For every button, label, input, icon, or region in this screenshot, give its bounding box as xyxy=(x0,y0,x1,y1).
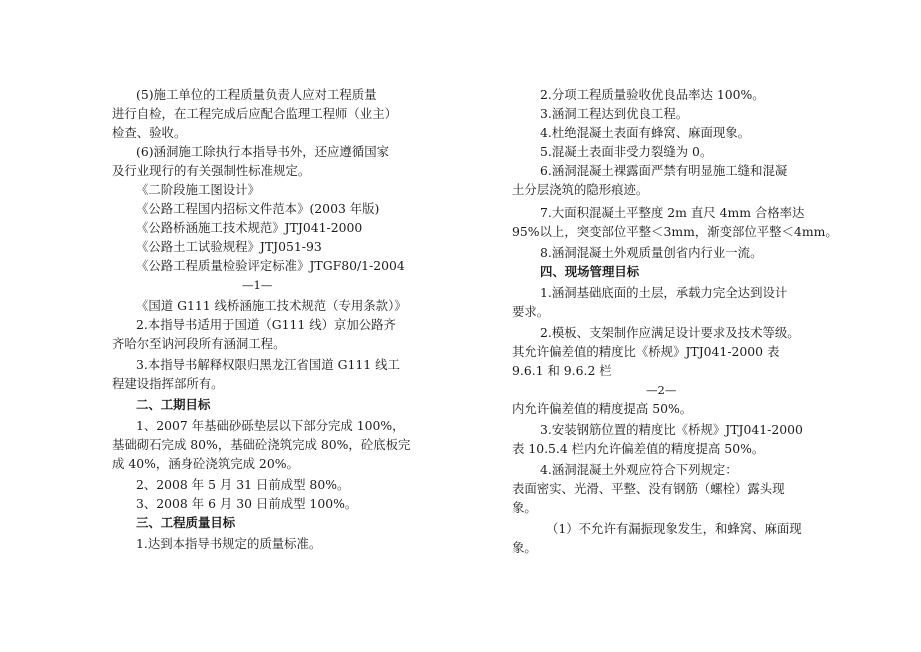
page-number: —2— xyxy=(646,383,677,397)
text-line: (5)施工单位的工程质量负责人应对工程质量 xyxy=(136,87,377,102)
text-line: 程建设指挥部所有。 xyxy=(112,376,224,391)
section-heading: 二、工期目标 xyxy=(136,397,211,412)
text-line: 9.6.1 和 9.6.2 栏 xyxy=(512,363,612,378)
text-line: 2.本指导书适用于国道（G111 线）京加公路齐 xyxy=(136,317,396,332)
section-heading: 四、现场管理目标 xyxy=(540,264,640,279)
text-line: 95%以上，突变部位平整＜3mm，渐变部位平整＜4mm。 xyxy=(512,224,838,239)
text-line: 1、2007 年基础砂砾垫层以下部分完成 100%， xyxy=(136,418,405,433)
text-line: 8.涵洞混凝土外观质量创省内行业一流。 xyxy=(540,245,763,260)
text-line: 2、2008 年 5 月 31 日前成型 80%。 xyxy=(136,477,350,492)
text-line: 表面密实、光滑、平整、没有钢筋（螺栓）露头现 xyxy=(512,481,785,496)
text-line: 2.模板、支架制作应满足设计要求及技术等级。 xyxy=(540,325,800,340)
text-line: 成 40%，涵身砼浇筑完成 20%。 xyxy=(112,456,299,471)
text-line: 土分层浇筑的隐形痕迹。 xyxy=(512,182,649,197)
text-line: 6.涵洞混凝土裸露面严禁有明显施工缝和混凝 xyxy=(540,163,788,178)
text-line: 其允许偏差值的精度比《桥规》JTJ041-2000 表 xyxy=(512,344,780,359)
text-line: (6)涵洞施工除执行本指导书外，还应遵循国家 xyxy=(136,144,389,159)
text-line: 《国道 G111 线桥涵施工技术规范（专用条款）》 xyxy=(136,298,407,313)
text-line: 3.涵洞工程达到优良工程。 xyxy=(540,106,689,121)
text-line: 3.安装钢筋位置的精度比《桥规》JTJ041-2000 xyxy=(540,422,803,437)
text-line: 1.达到本指导书规定的质量标准。 xyxy=(136,536,322,551)
text-line: 进行自检，在工程完成后应配合监理工程师（业主） xyxy=(112,106,397,121)
text-line: 齐哈尔至讷河段所有涵洞工程。 xyxy=(112,336,286,351)
text-line: 《公路工程质量检验评定标准》JTGF80/1-2004 xyxy=(136,258,405,273)
text-line: 5.混凝土表面非受力裂缝为 0。 xyxy=(540,144,713,159)
text-line: 4.杜绝混凝土表面有蜂窝、麻面现象。 xyxy=(540,125,751,140)
text-line: 及行业现行的有关强制性标准规定。 xyxy=(112,163,311,178)
text-line: 4.涵洞混凝土外观应符合下列规定： xyxy=(540,462,738,477)
text-line: 3.本指导书解释权限归黑龙江省国道 G111 线工 xyxy=(136,357,400,372)
text-line: 《二阶段施工图设计》 xyxy=(136,182,260,197)
text-line: 《公路工程国内招标文件范本》(2003 年版) xyxy=(136,201,380,216)
text-line: 象。 xyxy=(512,500,537,515)
text-line: 要求。 xyxy=(512,304,550,319)
text-line: 象。 xyxy=(512,540,537,555)
text-line: 7.大面积混凝土平整度 2m 直尺 4mm 合格率达 xyxy=(540,205,805,220)
text-line: （1）不允许有漏振现象发生，和蜂窝、麻面现 xyxy=(546,521,802,536)
text-line: 《公路土工试验规程》JTJ051-93 xyxy=(136,239,322,254)
text-line: 《公路桥涵施工技术规范》JTJ041-2000 xyxy=(136,220,363,235)
text-line: 表 10.5.4 栏内允许偏差值的精度提高 50%。 xyxy=(512,441,765,456)
section-heading: 三、工程质量目标 xyxy=(136,515,236,530)
text-line: 2.分项工程质量验收优良品率达 100%。 xyxy=(540,87,765,102)
text-line: 3、2008 年 6 月 30 日前成型 100%。 xyxy=(136,496,358,511)
text-line: 基础砌石完成 80%，基础砼浇筑完成 80%，砼底板完 xyxy=(112,437,411,452)
text-line: 1.涵洞基础底面的土层，承载力完全达到设计 xyxy=(540,285,788,300)
page-number: —1— xyxy=(242,278,273,292)
text-line: 检查、验收。 xyxy=(112,125,187,140)
text-line: 内允许偏差值的精度提高 50%。 xyxy=(512,401,693,416)
